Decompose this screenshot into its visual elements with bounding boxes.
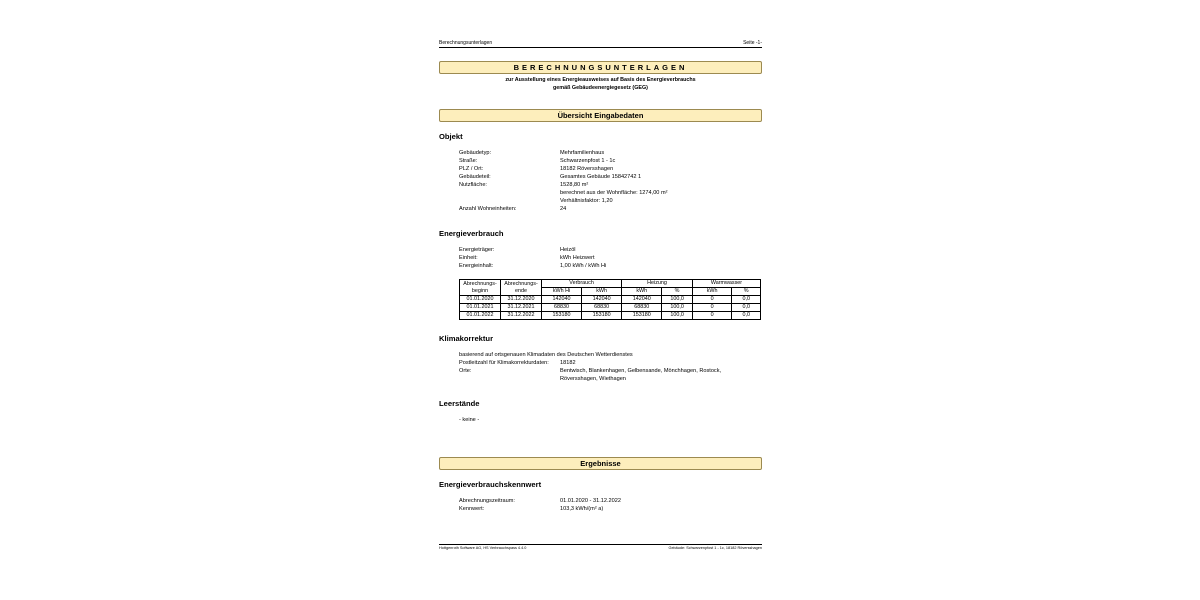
field-label: PLZ / Ort: bbox=[459, 166, 484, 172]
field-label: Orte: bbox=[459, 368, 472, 374]
table-row: 01.01.2022 31.12.2022 153180 153180 153180 100,0 0 0,0 bbox=[460, 312, 761, 320]
field-label: Einheit: bbox=[459, 255, 478, 261]
field-value: Röversshagen, Wiethagen bbox=[560, 376, 626, 382]
section-heading-leerstaende: Leerstände bbox=[439, 399, 480, 408]
field-label: Anzahl Wohneinheiten: bbox=[459, 206, 517, 212]
field-label: Kennwert: bbox=[459, 506, 485, 512]
climate-note: basierend auf ortsgenauen Klimadaten des Deutschen Wetterdienstes bbox=[459, 352, 633, 358]
document-subtitle bbox=[439, 76, 762, 92]
field-label: Abrechnungszeitraum: bbox=[459, 498, 515, 504]
field-value-extra: berechnet aus der Wohnfläche: 1274,00 m² bbox=[560, 190, 668, 196]
field-value: kWh Heizwert bbox=[560, 255, 595, 261]
table-row: 01.01.2021 31.12.2021 68830 68830 68830 100,0 0 0,0 bbox=[460, 304, 761, 312]
section-heading-energieverbrauch: Energieverbrauch bbox=[439, 229, 504, 238]
field-value: 18182 Röversshagen bbox=[560, 166, 614, 172]
unit-kwh: kWh bbox=[582, 288, 622, 296]
unit-kwh: kWh bbox=[692, 288, 732, 296]
section-heading-klimakorrektur: Klimakorrektur bbox=[439, 334, 494, 343]
col-header-heizung: Heizung bbox=[622, 280, 693, 288]
page-header bbox=[439, 40, 762, 48]
table-header-row bbox=[460, 280, 761, 288]
field-value: Bentwisch, Blankenhagen, Gelbensande, Mönchhagen, Rostock, bbox=[560, 368, 722, 374]
consumption-table bbox=[459, 279, 761, 320]
field-value: 1528,80 m² bbox=[560, 182, 589, 188]
field-value: Gesamtes Gebäude 15842742 1 bbox=[560, 174, 642, 180]
field-value: 18182 bbox=[560, 360, 576, 366]
field-value: 1,00 kWh / kWh Hi bbox=[560, 263, 607, 269]
field-value: Mehrfamilienhaus bbox=[560, 150, 605, 156]
section-heading-objekt: Objekt bbox=[439, 132, 463, 141]
unit-percent: % bbox=[732, 288, 761, 296]
title-banner: BERECHNUNGSUNTERLAGEN bbox=[439, 61, 762, 74]
field-label: Straße: bbox=[459, 158, 478, 164]
subtitle-line-2: gemäß Gebäudeenergiegesetz (GEG) bbox=[553, 85, 648, 91]
col-header-begin: Abrechnungs- beginn bbox=[460, 280, 501, 296]
subtitle-line-1: zur Ausstellung eines Energieausweises auf Basis des Energieverbrauchs bbox=[505, 77, 696, 83]
section-heading-kennwert: Energieverbrauchskennwert bbox=[439, 480, 542, 489]
unit-kwh-hi: kWh Hi bbox=[542, 288, 582, 296]
vacancy-value: - keine - bbox=[459, 417, 480, 423]
field-label: Energieinhalt: bbox=[459, 263, 494, 269]
col-header-warmwasser: Warmwasser bbox=[692, 280, 760, 288]
footer-building: Gebäude: Schwarzenpfost 1 - 1c, 18182 Röversshagen bbox=[668, 546, 762, 550]
col-header-verbrauch: Verbrauch bbox=[542, 280, 622, 288]
document-page bbox=[439, 0, 762, 600]
unit-percent: % bbox=[662, 288, 693, 296]
field-label: Gebäudetyp: bbox=[459, 150, 492, 156]
table-row: 01.01.2020 31.12.2020 142040 142040 142040 100,0 0 0,0 bbox=[460, 296, 761, 304]
field-value: 24 bbox=[560, 206, 567, 212]
field-label: Postleitzahl für Klimakorrekturdaten: bbox=[459, 360, 549, 366]
field-value-extra: Verhältnisfaktor: 1,20 bbox=[560, 198, 613, 204]
results-banner: Ergebnisse bbox=[439, 457, 762, 470]
unit-kwh: kWh bbox=[622, 288, 662, 296]
field-label: Energieträger: bbox=[459, 247, 495, 253]
field-value: 103,3 kWh/(m² a) bbox=[560, 506, 604, 512]
col-header-end: Abrechnungs- ende bbox=[501, 280, 542, 296]
overview-banner: Übersicht Eingabedaten bbox=[439, 109, 762, 122]
page-footer bbox=[439, 544, 762, 550]
field-label: Nutzfläche: bbox=[459, 182, 487, 188]
header-title: Berechnungsunterlagen bbox=[439, 40, 493, 46]
field-value: Schwarzenpfost 1 - 1c bbox=[560, 158, 616, 164]
page-number: Seite -1- bbox=[743, 40, 762, 46]
field-value: 01.01.2020 - 31.12.2022 bbox=[560, 498, 621, 504]
field-value: Heizöl bbox=[560, 247, 576, 253]
footer-software: Hottgenroth Software AG, HS Verbrauchspass 4.4.0 bbox=[439, 546, 527, 550]
field-label: Gebäudeteil: bbox=[459, 174, 491, 180]
